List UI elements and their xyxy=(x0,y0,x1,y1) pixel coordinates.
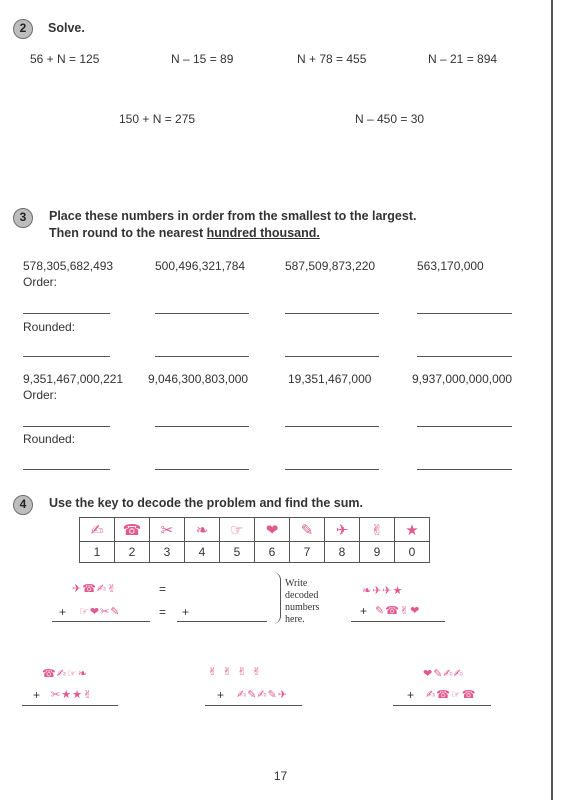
answer-line xyxy=(155,426,249,427)
example-top-code: ✈☎✍✌ xyxy=(72,582,118,595)
key-symbol: ✎ xyxy=(290,518,325,542)
answer-line xyxy=(23,356,110,357)
decode-key-table xyxy=(79,517,430,563)
order-label: Order: xyxy=(23,275,58,289)
page-border xyxy=(551,0,553,800)
problem-bottom-code: ✂★★✌ xyxy=(51,688,94,701)
sum-line xyxy=(393,705,491,706)
key-digit: 9 xyxy=(360,542,395,563)
key-digit: 5 xyxy=(220,542,255,563)
key-symbol: ★ xyxy=(395,518,430,542)
key-symbol: ❧ xyxy=(185,518,220,542)
instruction-underlined: hundred thousand. xyxy=(206,226,320,240)
problem: 150 + N = 275 xyxy=(119,112,196,126)
problem-top-code: ❤✎✍✍ xyxy=(423,667,464,680)
sum-line xyxy=(22,705,118,706)
answer-line xyxy=(417,469,512,470)
sum-line xyxy=(52,621,150,622)
answer-line xyxy=(155,356,249,357)
equals-sign: = xyxy=(159,605,167,619)
answer-line xyxy=(155,313,249,314)
section-4-title: Use the key to decode the problem and find the sum. xyxy=(49,496,363,510)
key-symbol-row xyxy=(80,518,430,542)
number: 19,351,467,000 xyxy=(288,372,372,386)
key-symbol: ✍ xyxy=(80,518,115,542)
problem-bottom-code: ✍✎✍✎✈ xyxy=(237,688,289,701)
sum-line xyxy=(205,705,302,706)
answer-line xyxy=(285,313,379,314)
number: 9,351,467,000,221 xyxy=(23,372,124,386)
key-digit: 3 xyxy=(150,542,185,563)
key-digit-row xyxy=(80,542,430,563)
problem: 56 + N = 125 xyxy=(30,52,100,66)
section-2-title: Solve. xyxy=(48,21,85,35)
number: 578,305,682,493 xyxy=(23,259,114,273)
answer-line xyxy=(285,356,379,357)
sum-line xyxy=(351,621,445,622)
problem: N – 450 = 30 xyxy=(355,112,425,126)
section-4-badge: 4 xyxy=(13,495,33,515)
page-number: 17 xyxy=(273,769,288,783)
answer-line xyxy=(23,313,110,314)
key-digit: 4 xyxy=(185,542,220,563)
problem: N – 15 = 89 xyxy=(171,52,234,66)
key-digit: 8 xyxy=(325,542,360,563)
plus-sign: + xyxy=(33,688,41,702)
section-3-instruction-line1: Place these numbers in order from the smallest to the largest. xyxy=(49,209,417,223)
example-bottom-code: ☞❤✂✎ xyxy=(79,605,121,618)
answer-line xyxy=(285,426,379,427)
problem-top-code: ✌ ✌ ✌ ✌ xyxy=(208,665,263,678)
problem-bottom-code: ✎☎✌❤ xyxy=(375,604,421,617)
plus-sign: + xyxy=(59,605,67,619)
problem-bottom-code: ✍☎☞☎ xyxy=(426,688,477,701)
brace xyxy=(272,572,281,624)
number: 500,496,321,784 xyxy=(155,259,246,273)
problem-top-code: ❧✈✈★ xyxy=(362,584,404,597)
number: 9,937,000,000,000 xyxy=(412,372,513,386)
equals-sign: = xyxy=(159,582,167,596)
plus-sign: + xyxy=(217,688,225,702)
plus-sign: + xyxy=(407,688,415,702)
problem: N – 21 = 894 xyxy=(428,52,498,66)
key-symbol: ✈ xyxy=(325,518,360,542)
key-symbol: ☞ xyxy=(220,518,255,542)
problem-top-code: ☎✍☞❧ xyxy=(42,667,88,680)
key-symbol: ❤ xyxy=(255,518,290,542)
plus-sign: + xyxy=(182,605,190,619)
answer-line xyxy=(417,356,512,357)
write-note: Write decoded numbers here. xyxy=(285,578,320,625)
answer-line xyxy=(417,313,512,314)
answer-line xyxy=(23,426,110,427)
answer-line xyxy=(417,426,512,427)
answer-line xyxy=(155,469,249,470)
section-3-instruction-line2 xyxy=(49,225,320,241)
problem: N + 78 = 455 xyxy=(297,52,367,66)
order-label: Order: xyxy=(23,388,58,402)
number: 587,509,873,220 xyxy=(285,259,376,273)
rounded-label: Rounded: xyxy=(23,320,76,334)
key-digit: 2 xyxy=(115,542,150,563)
number: 9,046,300,803,000 xyxy=(148,372,249,386)
key-digit: 7 xyxy=(290,542,325,563)
instruction-text: Then round to the nearest xyxy=(49,226,207,240)
key-digit: 1 xyxy=(80,542,115,563)
answer-line xyxy=(177,621,267,622)
key-symbol: ✌ xyxy=(360,518,395,542)
key-digit: 6 xyxy=(255,542,290,563)
number: 563,170,000 xyxy=(417,259,484,273)
answer-line xyxy=(23,469,110,470)
key-symbol: ✂ xyxy=(150,518,185,542)
rounded-label: Rounded: xyxy=(23,432,76,446)
section-2-badge: 2 xyxy=(13,19,33,39)
answer-line xyxy=(285,469,379,470)
section-3-badge: 3 xyxy=(13,208,33,228)
key-digit: 0 xyxy=(395,542,430,563)
plus-sign: + xyxy=(360,604,368,618)
key-symbol: ☎ xyxy=(115,518,150,542)
